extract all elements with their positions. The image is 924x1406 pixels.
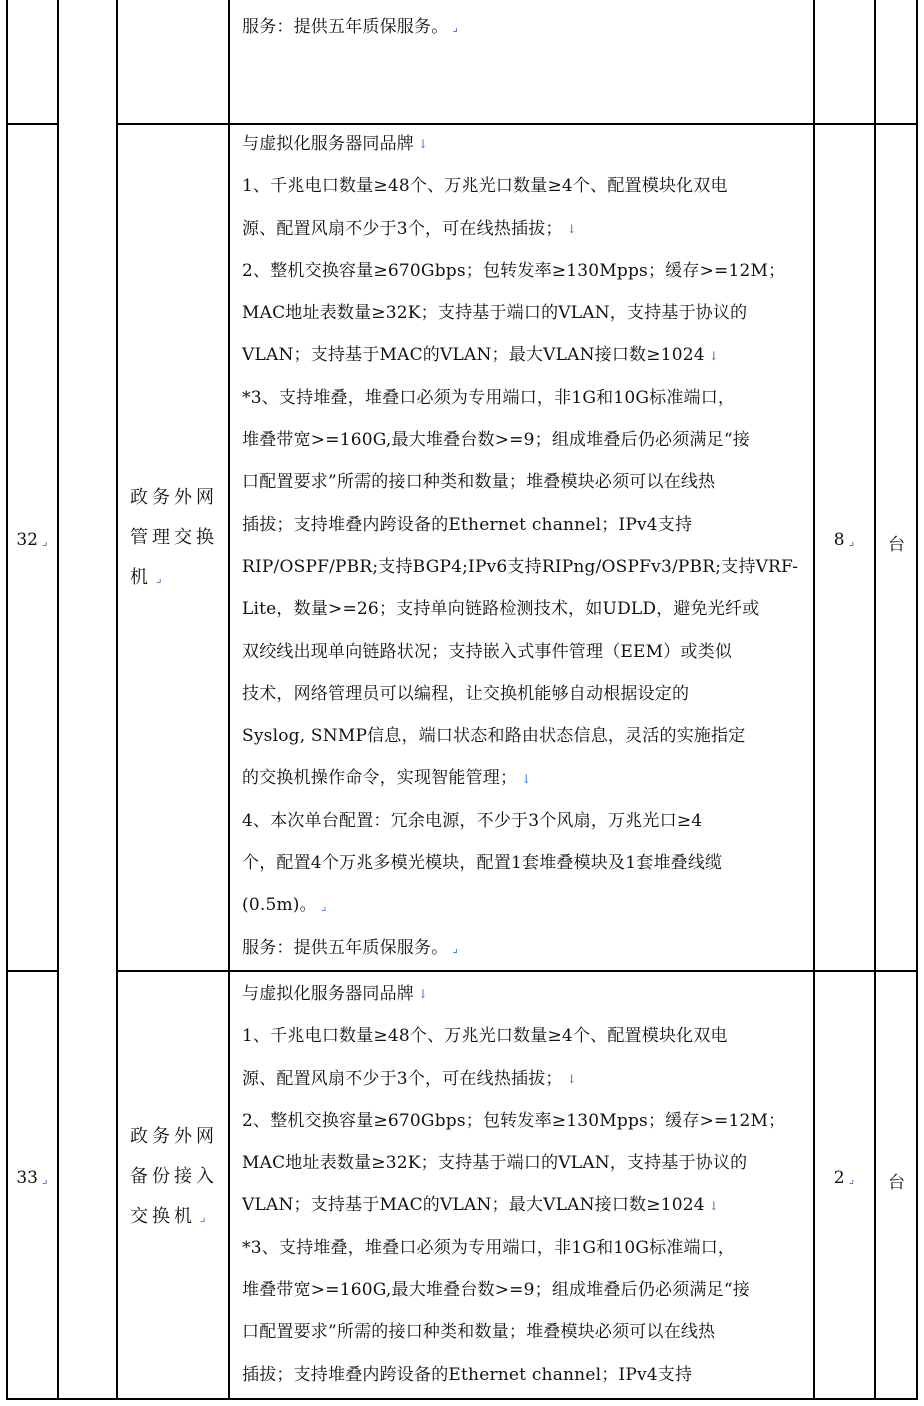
paragraph-mark-icon: ⌟ [452, 940, 459, 955]
line-break-icon: ↓ [418, 987, 429, 1002]
spec-line: 双绞线出现单向链路状况；支持嵌入式事件管理（EEM）或类似 [242, 641, 733, 662]
spec-line: 与虚拟化服务器同品牌 ↓ [242, 984, 429, 1004]
paragraph-mark-icon: ⌟ [200, 1210, 210, 1224]
line-break-icon: ↓ [521, 771, 532, 786]
spec-line: 插拔；支持堆叠内跨设备的Ethernet channel；IPv4支持 [242, 514, 693, 535]
paragraph-mark-icon: ⌟ [42, 533, 48, 548]
spec-line: RIP/OSPF/PBR;支持BGP4;IPv6支持RIPng/OSPFv3/PBR;支持VRF- [242, 556, 799, 577]
spec-line: *3、支持堆叠，堆叠口必须为专用端口，非1G和10G标准端口， [242, 387, 736, 408]
spec-line: 的交换机操作命令，实现智能管理； ↓ [242, 768, 532, 789]
spec-line: 堆叠带宽>=160G,最大堆叠台数>=9；组成堆叠后仍必须满足“接 [242, 1280, 750, 1301]
spec-line: 口配置要求”所需的接口种类和数量；堆叠模块必须可以在线热 [242, 472, 716, 493]
row-number: 32 ⌟ [16, 530, 48, 550]
spec-cell-top [242, 6, 810, 48]
line-break-icon: ↓ [708, 348, 720, 363]
line-break-icon: ↓ [708, 1198, 720, 1213]
paragraph-mark-icon: ⌟ [320, 898, 327, 913]
spec-line: 堆叠带宽>=160G,最大堆叠台数>=9；组成堆叠后仍必须满足“接 [242, 430, 750, 451]
spec-cell [242, 123, 810, 969]
spec-line: Lite，数量>=26；支持单向链路检测技术，如UDLD，避免光纤或 [242, 599, 760, 620]
column-divider [228, 0, 230, 1400]
spec-line: *3、支持堆叠，堆叠口必须为专用端口，非1G和10G标准端口， [242, 1237, 736, 1258]
spec-line: 2、整机交换容量≥670Gbps；包转发率≥130Mpps；缓存>=12M； [242, 1110, 786, 1131]
row-divider [6, 123, 57, 125]
paragraph-mark-icon: ⌟ [452, 20, 459, 35]
paragraph-mark-icon: ⌟ [42, 1171, 48, 1186]
line-break-icon: ↓ [566, 1071, 577, 1086]
spec-cell [242, 973, 810, 1396]
spec-line: MAC地址表数量≥32K；支持基于端口的VLAN，支持基于协议的 [242, 1153, 748, 1174]
item-name: 政务外网 管理交换 机 ⌟ [130, 487, 218, 588]
spec-line: 口配置要求”所需的接口种类和数量；堆叠模块必须可以在线热 [242, 1322, 716, 1343]
spec-line: 1、千兆电口数量≥48个、万兆光口数量≥4个、配置模块化双电 [242, 176, 728, 197]
unit: 台 [888, 1173, 905, 1193]
spec-line: 1、千兆电口数量≥48个、万兆光口数量≥4个、配置模块化双电 [242, 1026, 728, 1047]
column-divider [116, 0, 118, 1400]
table-border-left [6, 0, 8, 1400]
item-name: 政务外网 备份接入 交换机 ⌟ [130, 1126, 218, 1227]
row-divider [116, 970, 917, 972]
paragraph-mark-icon: ⌟ [848, 533, 855, 548]
paragraph-mark-icon: ⌟ [848, 1171, 855, 1186]
table-border-bottom [6, 1398, 917, 1400]
spec-line: 服务：提供五年质保服务。 ⌟ [242, 17, 459, 37]
spec-line: 源、配置风扇不少于3个，可在线热插拔； ↓ [242, 218, 577, 239]
paragraph-mark-icon: ⌟ [156, 571, 166, 585]
spec-line: 与虚拟化服务器同品牌 ↓ [242, 134, 429, 154]
spec-line: 个，配置4个万兆多模光模块，配置1套堆叠模块及1套堆叠线缆 [242, 853, 723, 874]
spec-line: 4、本次单台配置：冗余电源，不少于3个风扇，万兆光口≥4 [242, 810, 703, 831]
spec-line: VLAN；支持基于MAC的VLAN；最大VLAN接口数≥1024 ↓ [242, 1195, 720, 1216]
unit: 台 [888, 535, 905, 555]
spec-line: 2、整机交换容量≥670Gbps；包转发率≥130Mpps；缓存>=12M； [242, 260, 786, 281]
spec-line: MAC地址表数量≥32K；支持基于端口的VLAN，支持基于协议的 [242, 303, 748, 324]
spec-line: Syslog, SNMP信息，端口状态和路由状态信息，灵活的实施指定 [242, 726, 746, 747]
spec-line: 源、配置风扇不少于3个，可在线热插拔； ↓ [242, 1068, 577, 1089]
spec-line: 插拔；支持堆叠内跨设备的Ethernet channel；IPv4支持 [242, 1364, 693, 1385]
quantity: 2 ⌟ [833, 1168, 855, 1188]
table-border-right [916, 0, 918, 1400]
column-divider [813, 0, 815, 1400]
column-divider [57, 0, 59, 1400]
line-break-icon: ↓ [566, 221, 577, 236]
spec-line: 技术，网络管理员可以编程，让交换机能够自动根据设定的 [242, 683, 690, 704]
row-number: 33 ⌟ [16, 1168, 48, 1188]
spec-line: 服务：提供五年质保服务。 ⌟ [242, 937, 459, 958]
row-divider [6, 970, 57, 972]
spec-line: VLAN；支持基于MAC的VLAN；最大VLAN接口数≥1024 ↓ [242, 345, 720, 366]
spec-line: (0.5m)。 ⌟ [242, 895, 327, 916]
quantity: 8 ⌟ [833, 530, 855, 550]
line-break-icon: ↓ [418, 137, 429, 152]
